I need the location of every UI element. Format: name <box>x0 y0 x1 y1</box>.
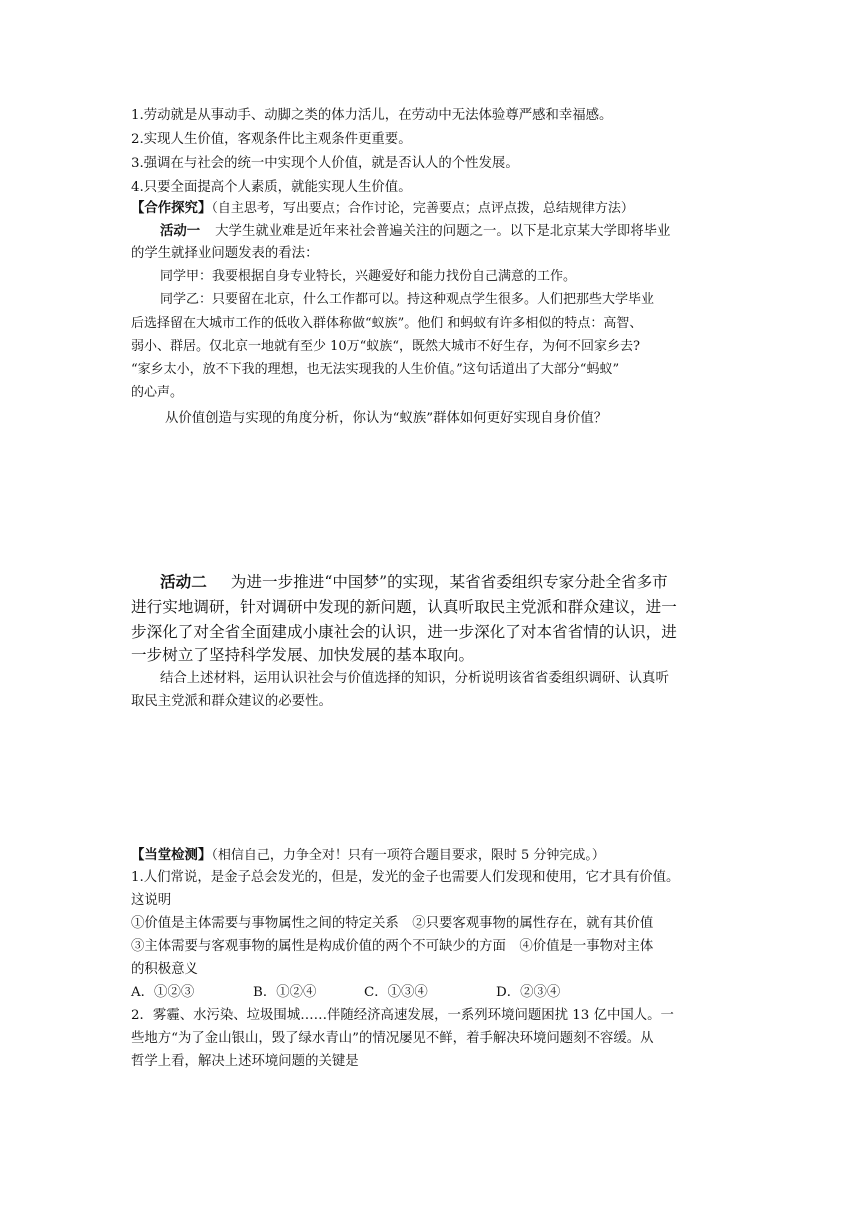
activity2-question-2: 取民主党派和群众建议的必要性。 <box>131 694 332 709</box>
q1-statement-3: 的积极意义 <box>131 962 198 977</box>
test-instruction: （相信自己，力争全对！只有一项符合题目要求，限时 5 分钟完成。） <box>211 848 605 863</box>
activity1-text-2: 的学生就择业问题发表的看法： <box>131 246 319 261</box>
cooperation-instruction: （自主思考，写出要点；合作讨论，完善要点；点评点拨，总结规律方法） <box>211 201 634 216</box>
q1-stem-2: 这说明 <box>131 893 172 908</box>
judgement-item-4: 4.只要全面提高个人素质，就能实现人生价值。 <box>131 180 412 195</box>
activity1-question: 从价值创造与实现的角度分析，你认为“蚁族”群体如何更好实现自身价值？ <box>165 411 608 426</box>
activity2-label: 活动二 <box>160 572 207 591</box>
judgement-item-3: 3.强调在与社会的统一中实现个人价值，就是否认人的个性发展。 <box>131 156 519 171</box>
q1-option-d: D．②③④ <box>496 985 561 1000</box>
test-heading-line <box>131 846 605 865</box>
activity1-quote-4: 弱小、群居。仅北京一地就有至少 10万“蚁族“，既然大城市不好生存，为何不回家乡去? <box>131 339 640 354</box>
activity2-text-3: 步深化了对全省全面建成小康社会的认识，进一步深化了对本省省情的认识，进 <box>131 623 677 641</box>
activity2-text-1: 为进一步推进“中国梦”的实现，某省省委组织专家分赴全省多市 <box>230 573 668 591</box>
activity1-quote-5: “家乡太小，放不下我的理想，也无法实现我的人生价值。”这句话道出了大部分“蚂蚁” <box>131 362 620 377</box>
activity1-quote-3: 后选择留在大城市工作的低收入群体称做“蚁族”。他们 和蚂蚁有许多相似的特点：高智、 <box>131 316 643 331</box>
activity1-intro-line <box>160 222 670 241</box>
activity1-quote-2: 同学乙：只要留在北京，什么工作都可以。持这种观点学生很多。人们把那些大学毕业 <box>160 292 655 307</box>
activity1-quote-1: 同学甲：我要根据自身专业特长，兴趣爱好和能力找份自己满意的工作。 <box>160 269 577 284</box>
q2-stem-3: 哲学上看，解决上述环境问题的关键是 <box>131 1054 359 1069</box>
activity1-quote-6: 的心声。 <box>131 385 184 400</box>
activity2-text-4: 一步树立了坚持科学发展、加快发展的基本取向。 <box>131 646 475 664</box>
activity1-label: 活动一 <box>160 223 201 239</box>
activity2-question-1: 结合上述材料，运用认识社会与价值选择的知识，分析说明该省省委组织调研、认真听 <box>160 671 669 686</box>
cooperation-heading: 【合作探究】 <box>131 200 212 216</box>
q1-statement-2: ③主体需要与客观事物的属性是构成价值的两个不可缺少的方面 ④价值是一事物对主体 <box>131 939 654 954</box>
q1-statement-1: ①价值是主体需要与事物属性之间的特定关系 ②只要客观事物的属性存在，就有其价值 <box>131 916 654 931</box>
activity1-text-1: 大学生就业难是近年来社会普遍关注的问题之一。以下是北京某大学即将毕业 <box>215 224 671 239</box>
cooperation-heading-line <box>131 199 634 218</box>
q1-stem-1: 1.人们常说，是金子总会发光的，但是，发光的金子也需要人们发现和使用，它才具有价值。 <box>131 870 680 885</box>
activity2-intro-line <box>160 573 668 591</box>
q1-option-b: B．①②④ <box>253 985 317 1000</box>
q1-option-c: C．①③④ <box>364 985 428 1000</box>
q2-stem-1: 2．雾霾、水污染、垃圾围城……伴随经济高速发展，一系列环境问题困扰 13 亿中国人。一 <box>131 1008 674 1023</box>
judgement-item-1: 1.劳动就是从事动手、动脚之类的体力活儿，在劳动中无法体验尊严感和幸福感。 <box>131 108 613 123</box>
judgement-item-2: 2.实现人生价值，客观条件比主观条件更重要。 <box>131 132 412 147</box>
test-heading: 【当堂检测】 <box>131 847 212 863</box>
q2-stem-2: 些地方“为了金山银山，毁了绿水青山”的情况屡见不鲜，着手解决环境问题刻不容缓。从 <box>131 1031 654 1046</box>
q1-option-a: A．①②③ <box>131 985 195 1000</box>
activity2-text-2: 进行实地调研，针对调研中发现的新问题，认真听取民主党派和群众建议，进一 <box>131 598 677 616</box>
